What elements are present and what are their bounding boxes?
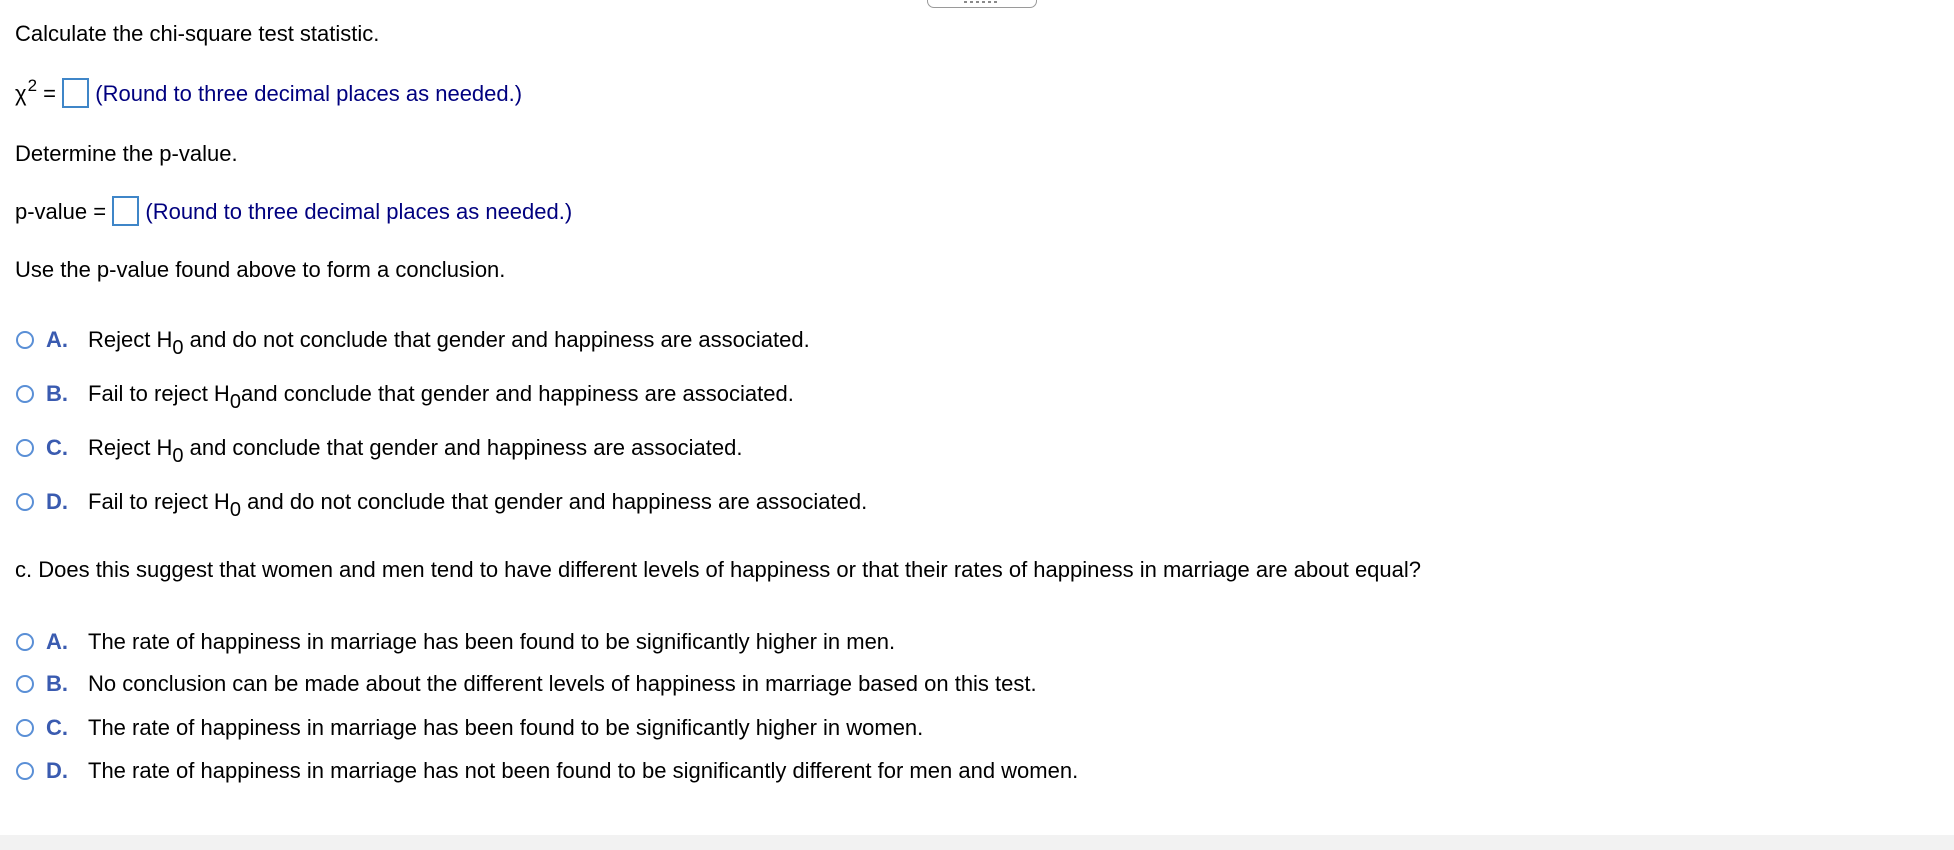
subscript-zero: 0: [172, 445, 184, 467]
option-text: Reject H0 and do not conclude that gender and happiness are associated.: [88, 327, 810, 359]
option-text: The rate of happiness in marriage has been found to be significantly higher in men.: [88, 629, 896, 654]
happiness-option-c[interactable]: [16, 713, 923, 743]
chi-square-input[interactable]: [62, 78, 89, 108]
option-text: Reject H0 and conclude that gender and happiness are associated.: [88, 435, 743, 467]
conclusion-option-d[interactable]: [16, 487, 868, 521]
conclusion-option-a[interactable]: [16, 325, 810, 359]
chi-exponent: 2: [27, 76, 38, 95]
happiness-option-a[interactable]: [16, 627, 895, 657]
happiness-option-b[interactable]: [16, 669, 1037, 699]
p-value-label: p-value =: [15, 199, 107, 224]
option-letter: D.: [46, 758, 68, 783]
chi-symbol: χ: [15, 81, 27, 106]
conclusion-prompt: Use the p-value found above to form a conclusion.: [15, 257, 506, 282]
option-letter: C.: [46, 715, 68, 740]
radio-icon[interactable]: [16, 331, 34, 349]
radio-icon[interactable]: [16, 675, 34, 693]
p-value-hint: (Round to three decimal places as needed.): [145, 199, 573, 224]
p-value-row: [15, 198, 572, 228]
happiness-question: c. Does this suggest that women and men tend to have different levels of happiness or that their rates of happiness in marriage are about equal?: [15, 557, 1422, 582]
equals-sign: =: [43, 81, 57, 106]
option-letter: B.: [46, 381, 68, 406]
option-text: No conclusion can be made about the different levels of happiness in marriage based on this test.: [88, 671, 1037, 696]
conclusion-option-c[interactable]: [16, 433, 743, 467]
chi-square-hint: (Round to three decimal places as needed.): [95, 81, 523, 106]
option-letter: A.: [46, 327, 68, 352]
option-text: Fail to reject H0and conclude that gender and happiness are associated.: [88, 381, 794, 413]
happiness-option-d[interactable]: [16, 756, 1078, 786]
option-letter: A.: [46, 629, 68, 654]
radio-icon[interactable]: [16, 385, 34, 403]
option-letter: B.: [46, 671, 68, 696]
p-value-input[interactable]: [112, 196, 139, 226]
radio-icon[interactable]: [16, 633, 34, 651]
subscript-zero: 0: [229, 391, 241, 413]
radio-icon[interactable]: [16, 762, 34, 780]
radio-icon[interactable]: [16, 493, 34, 511]
chi-square-prompt: Calculate the chi-square test statistic.: [15, 21, 380, 46]
subscript-zero: 0: [172, 337, 184, 359]
p-value-prompt: Determine the p-value.: [15, 141, 238, 166]
more-dots-icon: [964, 1, 1000, 3]
radio-icon[interactable]: [16, 439, 34, 457]
option-letter: D.: [46, 489, 68, 514]
option-text: The rate of happiness in marriage has not been found to be significantly different for men and women.: [88, 758, 1079, 783]
conclusion-option-b[interactable]: [16, 379, 794, 413]
expand-tab[interactable]: [927, 0, 1037, 8]
option-text: Fail to reject H0 and do not conclude that gender and happiness are associated.: [88, 489, 868, 521]
footer-bar: [0, 835, 1954, 850]
option-letter: C.: [46, 435, 68, 460]
option-text: The rate of happiness in marriage has been found to be significantly higher in women.: [88, 715, 924, 740]
subscript-zero: 0: [229, 499, 241, 521]
chi-square-row: [15, 76, 523, 110]
radio-icon[interactable]: [16, 719, 34, 737]
